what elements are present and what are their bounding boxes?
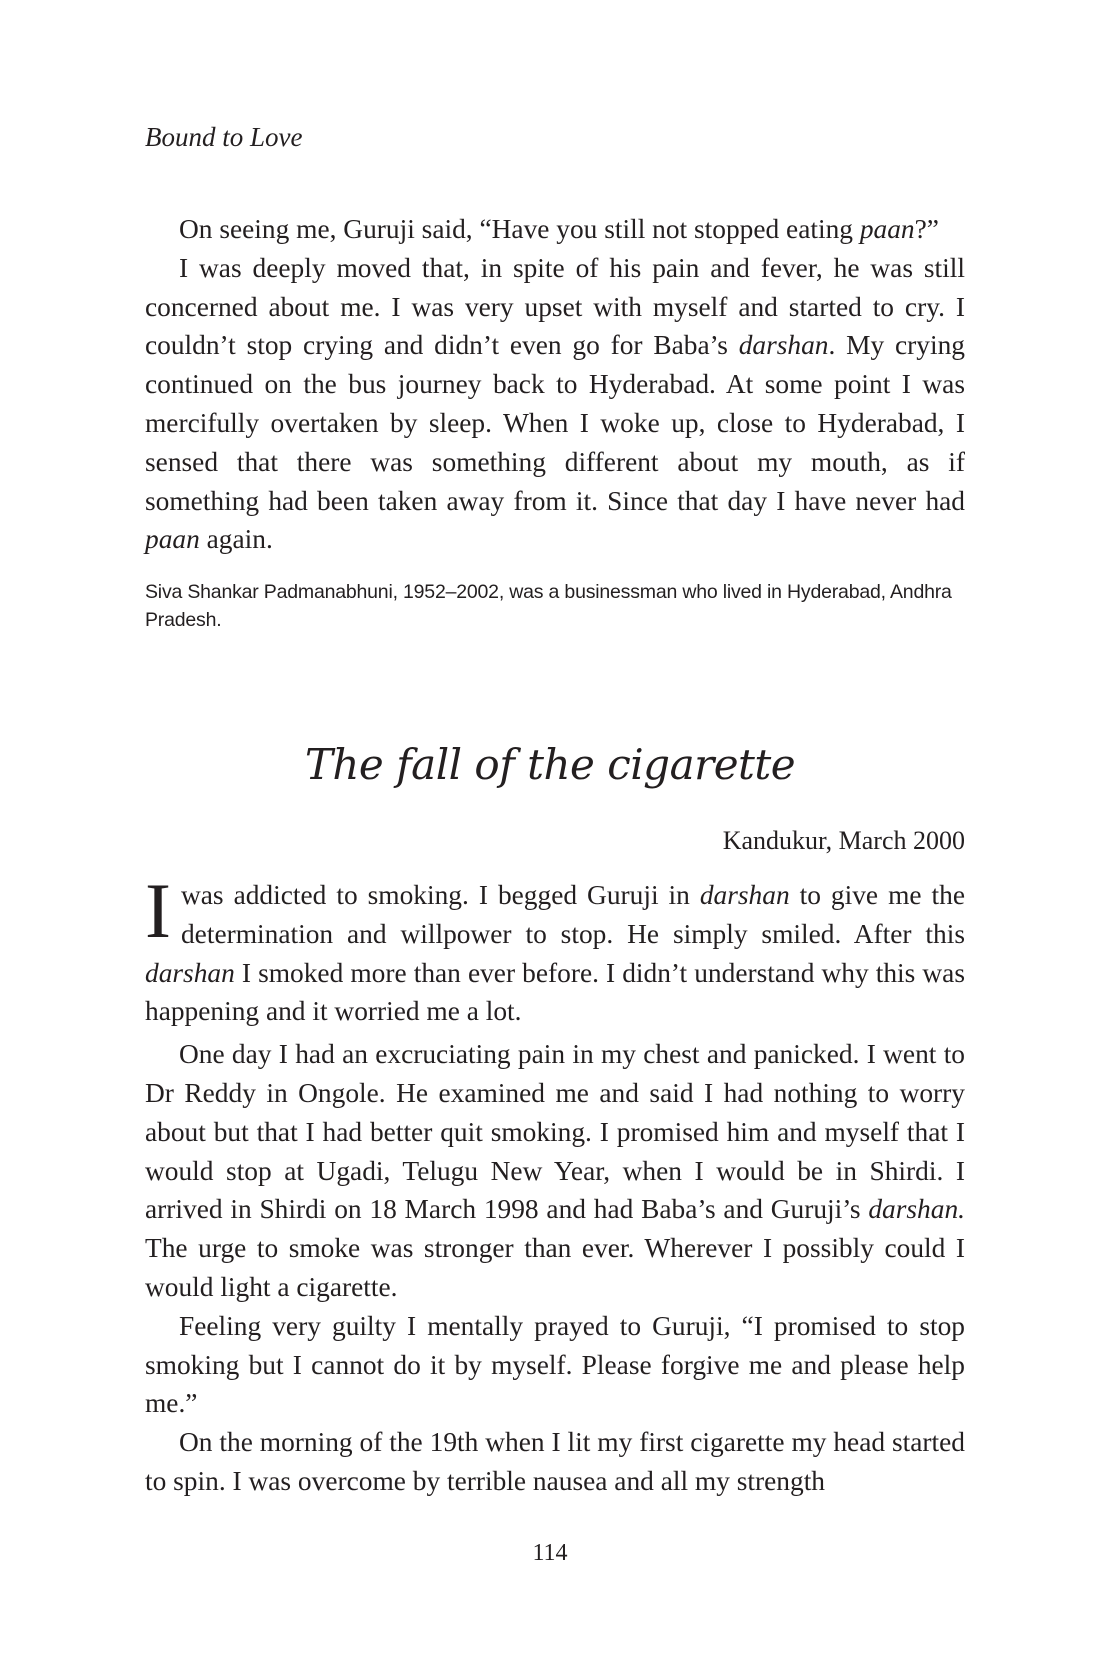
italic-word: darshan	[699, 880, 790, 910]
italic-word: darshan	[738, 330, 829, 361]
chapter-title: The fall of the cigarette	[304, 740, 796, 789]
text-run: ?”	[914, 214, 939, 244]
paragraph: Feeling very guilty I mentally prayed to Guruji, “I promised to stop smoking but I cannot do it by myself. Please forgive me and please help me.”	[145, 1310, 965, 1419]
running-head: Bound to Love	[145, 122, 303, 152]
author-bio: Siva Shankar Padmanabhuni, 1952–2002, was a businessman who lived in Hyderabad, Andhra Pradesh.	[145, 581, 952, 631]
text-run: again.	[199, 524, 273, 555]
paragraph	[145, 1035, 965, 1307]
text-run: I was deeply moved that, in spite of his pain and fever, he was still concerned about me. I was very upset with myself and started to cry. I couldn’t stop crying and didn’t even go for Baba’s	[145, 252, 965, 361]
paragraph: On the morning of the 19th when I lit my first cigarette my head started to spin. I was overcome by terrible nausea and all my strength	[145, 1427, 965, 1496]
paragraph	[145, 249, 965, 559]
text-run: One day I had an excruciating pain in my chest and panicked. I went to Dr Reddy in Ongole. He examined me and said I had nothing to worry about but that I had better quit smoking. I promised him and myself that I would stop at Ugadi, Telugu New Year, when I would be in Shirdi. I arrived in Shirdi on 18 March 1998 and had Baba’s and Guruji’s	[145, 1039, 965, 1225]
drop-cap: I	[145, 867, 171, 954]
story-ending	[145, 210, 965, 559]
text-run: was addicted to smoking. I begged Guruji in	[180, 880, 700, 910]
text-run: The urge to smoke was stronger than ever. Wherever I possibly could I would light a cigarette.	[145, 1233, 965, 1302]
story-body	[145, 867, 965, 1501]
page-number: 114	[532, 1540, 568, 1566]
text-run: . My crying continued on the bus journey back to Hyderabad. At some point I was mercifully overtaken by sleep. When I woke up, close to Hyderabad, I sensed that there was something different about my mouth, as if something had been taken away from it. Since that day I have never had	[145, 330, 965, 516]
dateline: Kandukur, March 2000	[722, 826, 965, 855]
italic-word: paan	[145, 524, 200, 555]
paragraph	[145, 867, 965, 1031]
italic-word: paan	[859, 214, 915, 244]
text-run: On seeing me, Guruji said, “Have you still not stopped eating	[179, 214, 860, 244]
italic-word: darshan.	[868, 1194, 965, 1225]
text-run: I smoked more than ever before. I didn’t understand why this was happening and it worried me a lot.	[145, 957, 965, 1027]
paragraph	[145, 210, 965, 249]
italic-word: darshan	[145, 957, 235, 988]
text-run: to give me the determination and willpower to stop. He simply smiled. After this	[180, 880, 965, 949]
